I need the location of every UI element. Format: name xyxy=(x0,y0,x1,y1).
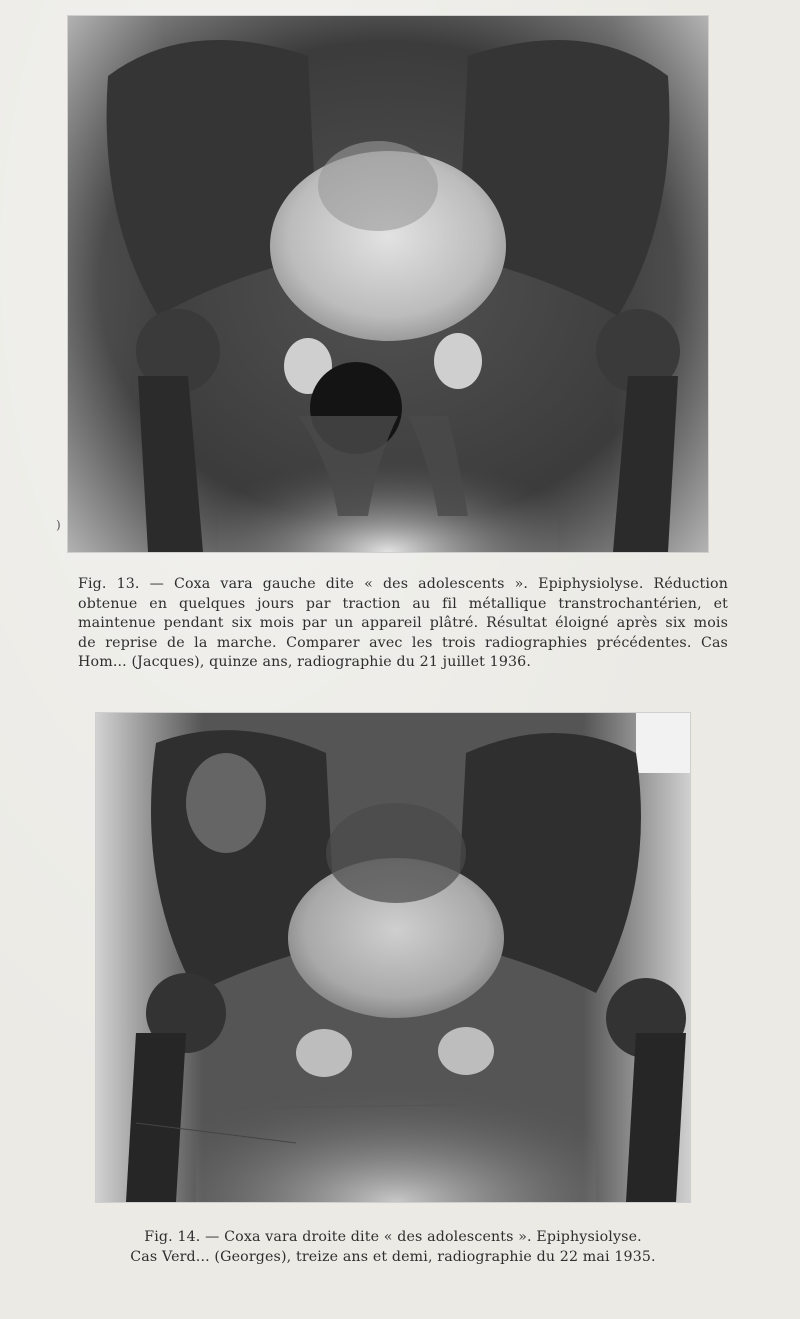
caption-line: Fig. 13. — Coxa vara gauche dite « des adolescents ». Epiphysiolyse. Réduction xyxy=(78,576,728,592)
caption-line: maintenue pendant six mois par un appareil plâtré. Résultat éloigné après six mois xyxy=(78,615,728,631)
figure-13-radiograph xyxy=(68,16,708,552)
caption-line: Cas Verd... (Georges), treize ans et demi, radiographie du 22 mai 1935. xyxy=(130,1248,656,1265)
pelvis-xray-icon xyxy=(68,16,708,552)
caption-line: de reprise de la marche. Comparer avec les trois radiographies précédentes. Cas xyxy=(78,634,728,651)
caption-line: Hom... (Jacques), quinze ans, radiographie du 21 juillet 1936. xyxy=(78,654,532,670)
figure-13-caption xyxy=(78,575,728,673)
caption-line: obtenue en quelques jours par traction au fil métallique transtrochantérien, et xyxy=(78,595,728,612)
figure-14-radiograph xyxy=(96,713,690,1202)
figure-14-caption xyxy=(96,1228,690,1267)
pelvis-xray-icon xyxy=(96,713,690,1202)
caption-line: Fig. 14. — Coxa vara droite dite « des adolescents ». Epiphysiolyse. xyxy=(144,1229,642,1245)
margin-mark: ) xyxy=(56,518,61,532)
